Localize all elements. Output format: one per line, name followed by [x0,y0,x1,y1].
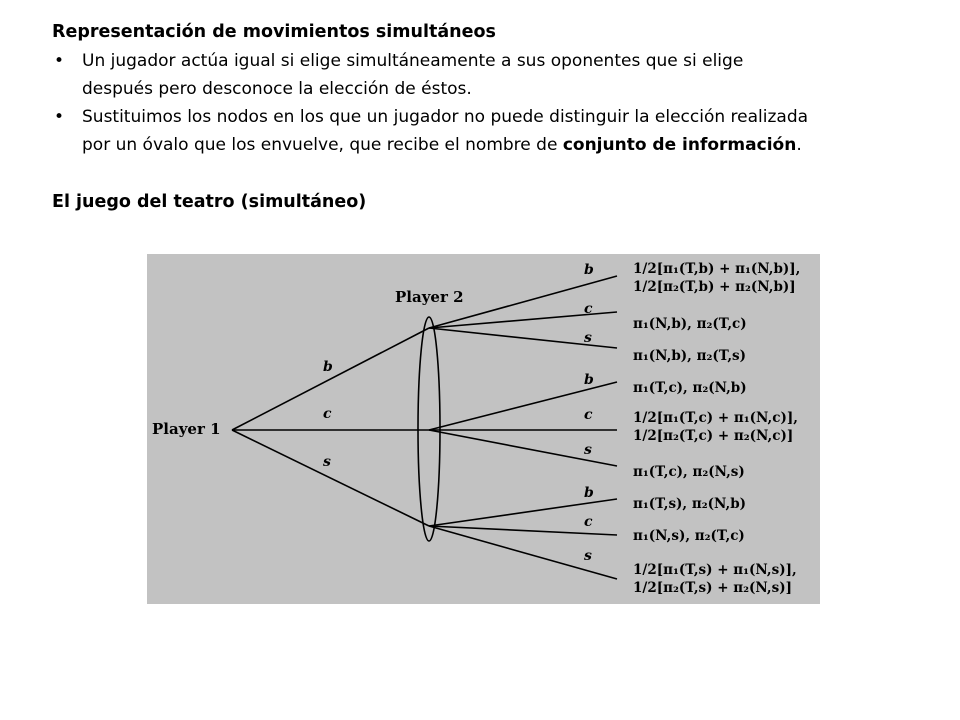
bullet-marker: • [54,107,65,127]
payoff-7: π₁(T,s), π₂(N,b) [633,496,747,512]
move-label-player2-b-c: c [584,301,593,317]
move-label-player2-c-c: c [584,407,593,423]
payoff-5-line-2: 1/2[π₂(T,c) + π₂(N,c)] [633,428,794,444]
bullet-list [52,47,932,159]
bullet-marker: • [54,51,65,71]
bullet-1-line-2: después pero desconoce la elección de éstos. [82,79,472,99]
move-label-player1-s: s [323,454,331,470]
bullet-item-2 [52,103,932,159]
move-label-player2-s-c: c [584,514,593,530]
move-label-player2-c-s: s [584,442,592,458]
bullet-item-1 [52,47,932,103]
move-label-player1-b: b [323,359,333,375]
move-label-player2-b-b: b [584,262,594,278]
bullet-2-line-2-before: por un óvalo que los envuelve, que recibe el nombre de [82,135,563,155]
move-label-player2-s-b: b [584,485,594,501]
move-label-player2-b-s: s [584,330,592,346]
move-label-player2-c-b: b [584,372,594,388]
payoff-1-line-1: 1/2[π₁(T,b) + π₁(N,b)], [633,261,801,277]
payoff-5-line-1: 1/2[π₁(T,c) + π₁(N,c)], [633,410,798,426]
payoff-2: π₁(N,b), π₂(T,c) [633,316,747,332]
slide-heading: Representación de movimientos simultáneos [52,22,496,42]
payoff-4: π₁(T,c), π₂(N,b) [633,380,747,396]
game-tree-figure [147,254,820,604]
payoff-9-line-1: 1/2[π₁(T,s) + π₁(N,s)], [633,562,797,578]
move-label-player2-s-s: s [584,548,592,564]
player2-label: Player 2 [395,288,464,306]
move-label-player1-c: c [323,406,332,422]
payoff-6: π₁(T,c), π₂(N,s) [633,464,745,480]
payoff-9-line-2: 1/2[π₂(T,s) + π₂(N,s)] [633,580,792,596]
game-tree-diagram [147,254,820,604]
diagram-title: El juego del teatro (simultáneo) [52,192,367,212]
bullet-2-keyword: conjunto de información [562,135,797,155]
bullet-2-line-1: Sustituimos los nodos en los que un jugador no puede distinguir la elección realizada [82,107,809,127]
payoff-1-line-2: 1/2[π₂(T,b) + π₂(N,b)] [633,279,796,295]
player1-label: Player 1 [152,420,221,438]
bullet-1-line-1: Un jugador actúa igual si elige simultáneamente a sus oponentes que si elige [82,51,744,71]
payoff-3: π₁(N,b), π₂(T,s) [633,348,747,364]
bullet-2-line-2-after: . [796,135,802,155]
payoff-8: π₁(N,s), π₂(T,c) [633,528,745,544]
